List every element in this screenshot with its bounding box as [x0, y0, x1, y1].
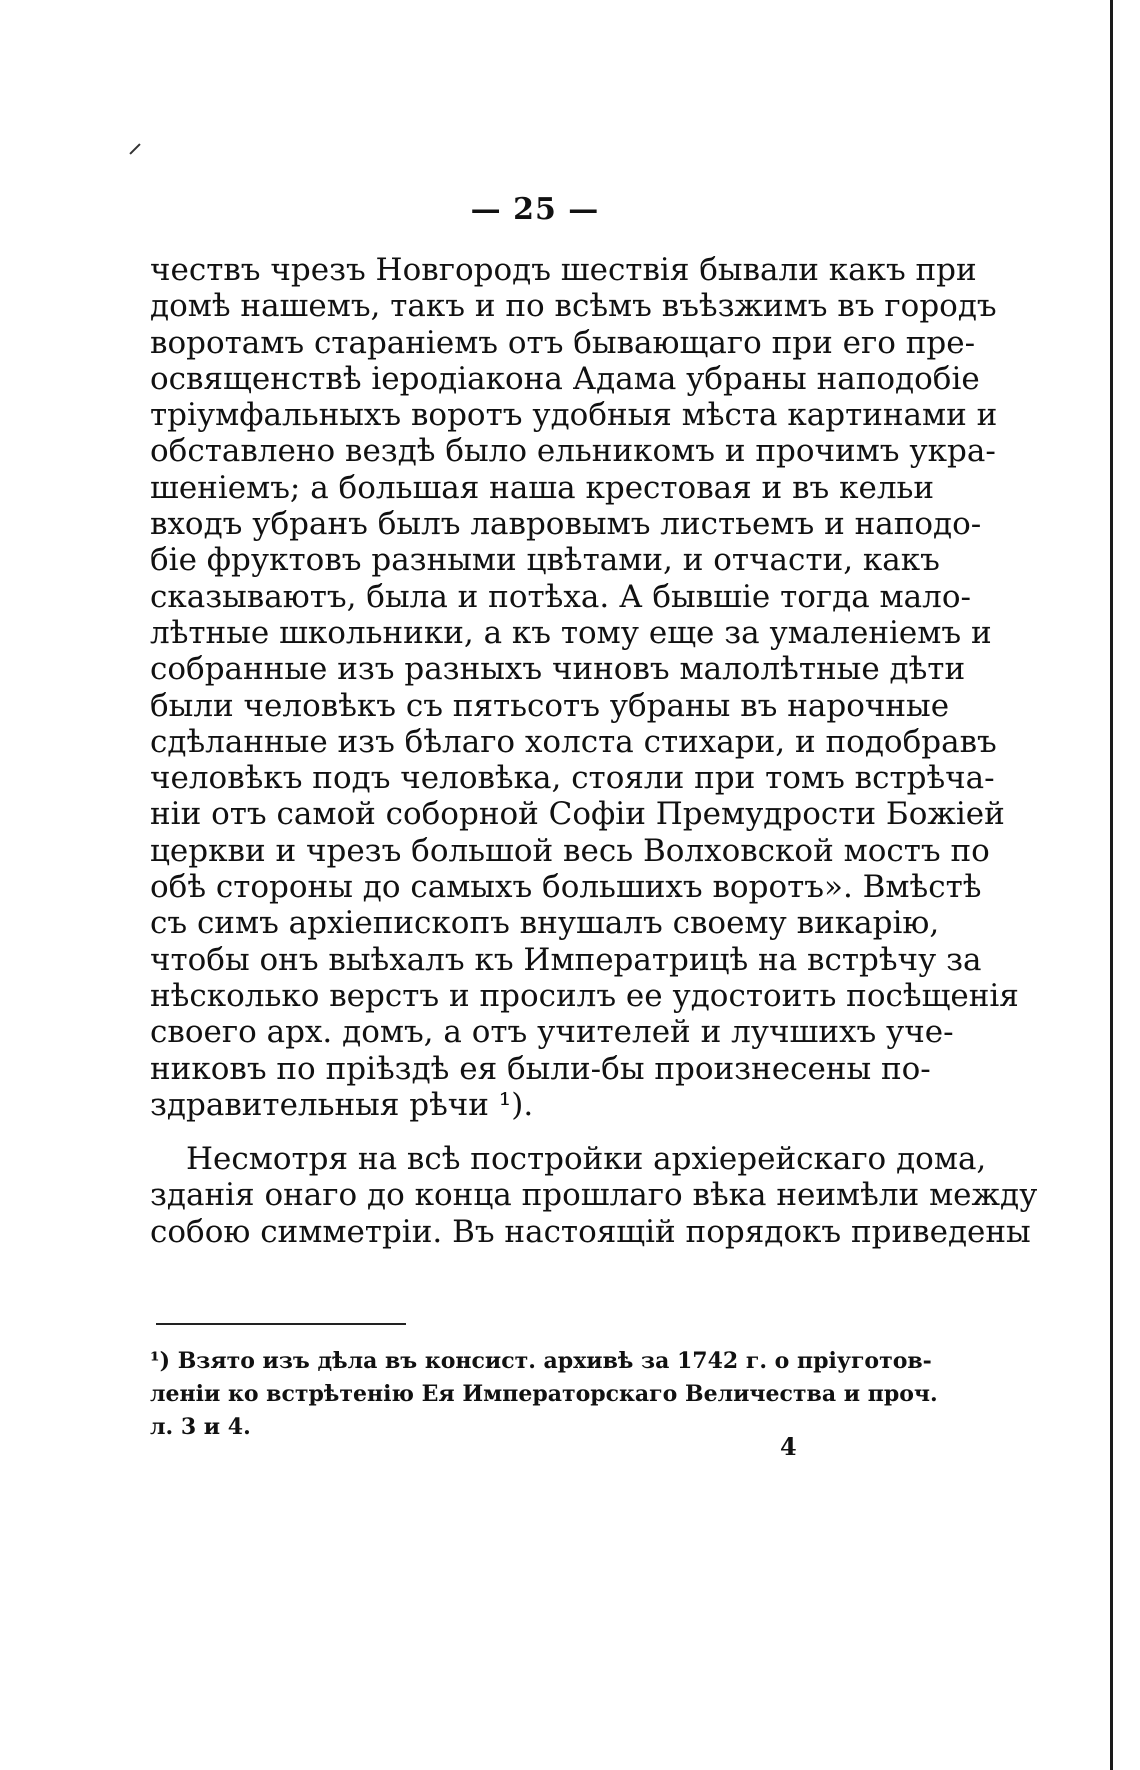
- text-line: своего арх. домъ, а отъ учителей и лучшихъ уче-: [150, 1014, 954, 1051]
- body-text: [150, 252, 1038, 1250]
- footnote-rule: [156, 1323, 406, 1325]
- text-line: собою симметріи. Въ настоящій порядокъ приведены: [150, 1213, 1031, 1250]
- text-line: чествъ чрезъ Новгородъ шествія бывали какъ при: [150, 252, 977, 288]
- text-line: церкви и чрезъ большой весь Волховской мостъ по: [150, 832, 990, 869]
- signature-mark: 4: [780, 1432, 797, 1461]
- text-line: домѣ нашемъ, такъ и по всѣмъ въѣзжимъ въ городъ: [150, 288, 997, 325]
- text-line: собранные изъ разныхъ чиновъ малолѣтные дѣти: [150, 651, 966, 688]
- page-edge-line: [1110, 0, 1113, 1770]
- text-line: біе фруктовъ разными цвѣтами, и отчасти, какъ: [150, 542, 940, 579]
- page-number-header: — 25 —: [470, 192, 600, 227]
- paragraph-gap: [150, 1123, 908, 1141]
- footnote-line: леніи ко встрѣтенію Ея Императорскаго Величества и проч.: [150, 1381, 938, 1407]
- text-line: зданія онаго до конца прошлаго вѣка неимѣли между: [150, 1177, 1038, 1214]
- text-line: ніи отъ самой соборной Софіи Премудрости Божіей: [150, 796, 1005, 833]
- text-line: нѣсколько верстъ и просилъ ее удостоить посѣщенія: [150, 977, 1019, 1014]
- text-line: человѣкъ подъ человѣка, стояли при томъ встрѣча-: [150, 760, 995, 797]
- text-line: сдѣланные изъ бѣлаго холста стихари, и подобравъ: [150, 723, 997, 760]
- text-line: входъ убранъ былъ лавровымъ листьемъ и наподо-: [150, 506, 982, 543]
- footnote-line: ¹) Взято изъ дѣла въ консист. архивѣ за 1742 г. о пріуготов-: [150, 1348, 932, 1374]
- text-line: воротамъ стараніемъ отъ бывающаго при его пре-: [150, 324, 976, 361]
- stray-pen-mark: [129, 143, 140, 154]
- text-line: освященствѣ іеродіакона Адама убраны наподобіе: [150, 360, 980, 397]
- text-line: шеніемъ; а большая наша крестовая и въ кельи: [150, 469, 935, 506]
- footnote: [150, 1345, 938, 1444]
- text-line: сказываютъ, была и потѣха. А бывшіе тогда мало-: [150, 578, 971, 615]
- text-line: были человѣкъ съ пятьсотъ убраны въ нарочные: [150, 687, 950, 724]
- text-line: обставлено вездѣ было ельникомъ и прочимъ укра-: [150, 433, 996, 470]
- text-line: обѣ стороны до самыхъ большихъ воротъ». Вмѣстѣ: [150, 869, 982, 906]
- text-line: съ симъ архіепископъ внушалъ своему викарію,: [150, 905, 940, 942]
- text-line: здравительныя рѣчи ¹).: [150, 1086, 534, 1123]
- text-line: никовъ по пріѣздѣ ея были-бы произнесены по-: [150, 1050, 931, 1087]
- paragraph-2: [150, 1141, 1038, 1250]
- footnote-line: л. 3 и 4.: [150, 1414, 251, 1440]
- text-line: тріумфальныхъ воротъ удобныя мѣста картинами и: [150, 397, 998, 434]
- text-line: чтобы онъ выѣхалъ къ Императрицѣ на встрѣчу за: [150, 941, 982, 978]
- paragraph-1: [150, 252, 1019, 1123]
- text-line: лѣтные школьники, а къ тому еще за умаленіемъ и: [150, 614, 992, 651]
- text-line: Несмотря на всѣ постройки архіерейскаго дома,: [186, 1141, 987, 1178]
